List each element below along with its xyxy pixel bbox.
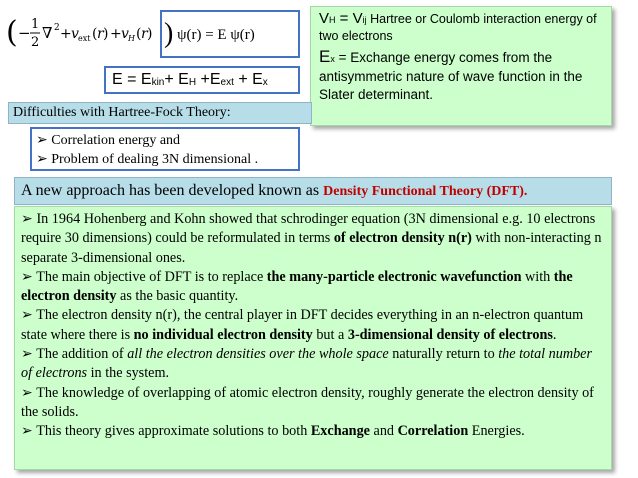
p2-tail: as the basic quantity. [116,288,239,305]
energy-sum-box [104,66,300,94]
energy-ext-sub: ext [220,77,234,88]
list-item [21,306,605,345]
bullet-arrow-icon: ➢ [36,152,48,167]
p6-tail: Energies. [468,423,525,440]
energy-lhs: E = E [112,71,152,88]
p3-tail: . [552,326,557,343]
energy-plus-x: + E [233,71,263,88]
vh-eq: = V [335,10,363,27]
bullet-arrow-icon: ➢ [21,268,33,285]
p6-mid: and [369,423,398,440]
p3-bold2: 3-dimensional density of electrons [347,326,553,343]
ex-sub: x [330,54,335,64]
p4-italic1: all the electron densities over the whole space [127,346,389,363]
svg-text:ext: ext [78,34,91,43]
p4-text: The addition of [36,346,128,363]
bullet-arrow-icon: ➢ [21,307,33,324]
approach-text: A new approach has been developed known as [21,182,324,199]
bullet-arrow-icon: ➢ [21,384,33,401]
energy-plus-h: + E [164,71,189,88]
p3-text: The electron density n(r), the central player in DFT decides everything in an n-electron quantum state where there is [21,307,584,343]
p6-bold2: Correlation [397,423,469,440]
svg-text:r: r [97,26,104,42]
p4-italic2: the total number of electrons [21,346,593,382]
list-item [36,131,294,150]
svg-text:(: ( [92,26,98,42]
closing-paren: ) [164,18,174,49]
bullet-arrow-icon: ➢ [36,133,48,148]
p6-text: This theory gives approximate solutions to both [36,423,311,440]
p2-bold2: the electron density [21,268,573,305]
vh-sub: H [329,15,336,25]
p2-bold1: the many-particle electronic wavefunction [266,268,522,285]
svg-text:2: 2 [54,23,60,33]
svg-text:1: 1 [31,17,40,32]
svg-text:+: + [110,26,122,42]
vij-sub: ij [362,15,367,25]
equation-result-box [160,10,300,58]
list-item [21,345,605,384]
p3-mid: but a [312,326,348,343]
difficulty-3n: Problem of dealing 3N dimensional . [51,152,259,167]
p5-text: The knowledge of overlapping of atomic electron density, roughly generate the electron density of the solids. [21,384,594,420]
p3-bold1: no individual electron density [133,326,313,343]
svg-text:r: r [141,26,148,42]
svg-text:v: v [121,26,129,42]
dft-name: Density Functional Theory (DFT). [323,184,528,199]
p4-tail: in the system. [87,365,170,382]
p1-tail: with non-interacting n separate 3-dimensional ones. [21,230,602,266]
svg-text:∇: ∇ [42,24,53,42]
svg-text:−: − [18,24,31,42]
difficulties-title: Difficulties with Hartree-Fock Theory: [8,102,312,124]
vh-description: Hartree or Coulomb interaction energy of two electrons [319,12,597,43]
p1-bold: of electron density n(r) [333,230,472,247]
list-item [21,210,605,268]
list-item [36,150,294,169]
p2-mid: with [521,268,554,285]
equation-result: ψ(r) = E ψ(r) [177,27,255,43]
new-approach-heading [14,177,612,205]
list-item [21,422,605,441]
vh-symbol: V [319,10,330,27]
energy-x-sub: x [262,77,268,88]
difficulties-list [30,127,300,171]
energy-h-sub: H [188,77,197,88]
energy-kin-sub: kin [151,77,165,88]
svg-text:): ) [103,26,109,42]
svg-text:H: H [128,34,135,43]
bullet-arrow-icon: ➢ [21,346,33,363]
list-item [21,268,605,307]
difficulty-correlation: Correlation energy and [51,133,181,148]
dft-explanation-box [14,206,612,470]
svg-text:): ) [147,26,153,42]
exchange-note [319,48,603,104]
ex-description: = Exchange energy comes from the antisymmetric nature of wave function in the Slater determinant. [319,50,583,102]
p1-text: In 1964 Hohenberg and Kohn showed that schrodinger equation (3N dimensional e.g. 10 electrons require 30 dimensions) could be reformulated in terms [21,211,596,247]
bullet-arrow-icon: ➢ [21,423,33,440]
energy-terms-note [310,6,612,126]
list-item [21,384,605,423]
p4-mid: naturally return to [388,346,499,363]
kohn-sham-formula-image [4,4,164,66]
p2-text: The main objective of DFT is to replace [36,268,267,285]
energy-plus-ext: +E [196,71,221,88]
svg-text:v: v [71,26,79,42]
svg-text:+: + [60,26,72,42]
svg-text:(: ( [6,15,18,50]
svg-text:(: ( [136,26,142,42]
p6-bold1: Exchange [310,423,370,440]
bullet-arrow-icon: ➢ [21,211,33,227]
svg-text:2: 2 [31,35,40,50]
hartree-note [319,11,603,44]
ex-symbol: E [319,47,331,66]
